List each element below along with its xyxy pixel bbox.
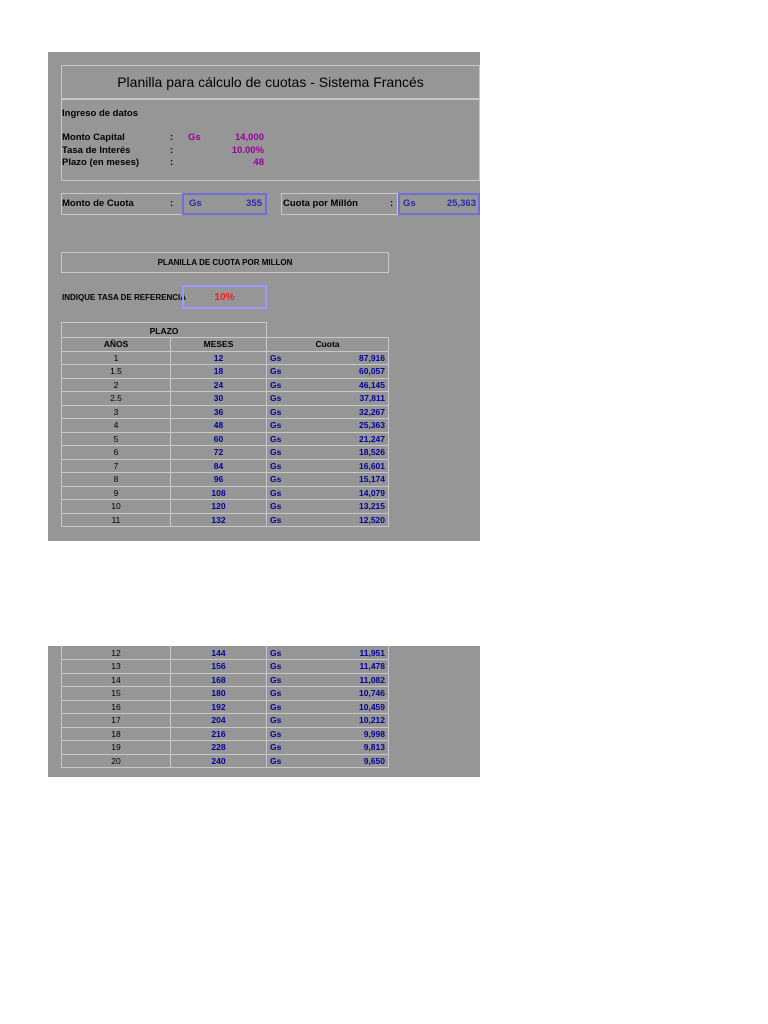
col-cuota-header: Cuota — [267, 338, 389, 352]
currency-label: Gs — [403, 198, 416, 209]
anos-cell: 6 — [62, 446, 171, 460]
cuota-cell — [267, 446, 389, 460]
table-row — [62, 446, 389, 460]
currency-label: Gs — [270, 742, 282, 753]
meses-cell: 216 — [171, 727, 267, 741]
meses-cell: 180 — [171, 687, 267, 701]
anos-cell: 2.5 — [62, 392, 171, 406]
cuota-value: 18,526 — [359, 447, 385, 458]
monto-capital-label: Monto Capital — [62, 132, 125, 143]
cuota-value: 9,813 — [363, 742, 385, 753]
cuota-millon-label: Cuota por Millón — [283, 198, 358, 209]
colon: : — [390, 198, 394, 209]
anos-cell: 5 — [62, 432, 171, 446]
cuota-value: 14,079 — [359, 487, 385, 498]
table-row — [62, 673, 389, 687]
cuota-cell — [267, 459, 389, 473]
anos-cell: 1 — [62, 351, 171, 365]
table-row — [62, 727, 389, 741]
anos-cell: 13 — [62, 660, 171, 674]
cuota-value: 21,247 — [359, 433, 385, 444]
plazo-label: Plazo (en meses) — [62, 157, 140, 168]
table-row — [62, 513, 389, 527]
table-row — [62, 473, 389, 487]
anos-cell: 1.5 — [62, 365, 171, 379]
cuota-value: 11,951 — [359, 647, 385, 658]
cuota-value: 10,459 — [359, 701, 385, 712]
currency-label: Gs — [270, 688, 282, 699]
cuota-cell — [267, 646, 389, 660]
plazo-header: PLAZO — [149, 326, 179, 336]
meses-cell: 30 — [171, 392, 267, 406]
tasa-referencia-input[interactable] — [182, 285, 267, 309]
planilla-heading-box — [61, 252, 389, 273]
anos-cell: 12 — [62, 646, 171, 660]
tasa-referencia-value: 10% — [214, 292, 235, 303]
meses-cell: 144 — [171, 646, 267, 660]
meses-cell: 18 — [171, 365, 267, 379]
anos-cell: 10 — [62, 500, 171, 514]
currency-label: Gs — [270, 501, 282, 512]
cuota-value: 25,363 — [359, 420, 385, 431]
cuota-value: 12,520 — [359, 514, 385, 525]
table-row — [62, 459, 389, 473]
cuota-value: 10,746 — [359, 688, 385, 699]
planilla-heading: PLANILLA DE CUOTA POR MILLON — [157, 258, 293, 267]
table-row — [62, 714, 389, 728]
cuota-cell — [267, 351, 389, 365]
monto-cuota-label: Monto de Cuota — [62, 198, 134, 209]
meses-cell: 12 — [171, 351, 267, 365]
anos-cell: 7 — [62, 459, 171, 473]
anos-cell: 8 — [62, 473, 171, 487]
currency-label: Gs — [270, 406, 282, 417]
table-row — [62, 486, 389, 500]
anos-cell: 2 — [62, 378, 171, 392]
plazo-value[interactable]: 48 — [253, 157, 264, 168]
cuota-value: 46,145 — [359, 379, 385, 390]
cuota-value: 11,478 — [359, 661, 385, 672]
anos-cell: 11 — [62, 513, 171, 527]
meses-cell: 156 — [171, 660, 267, 674]
colon: : — [170, 132, 174, 143]
table-row — [62, 419, 389, 433]
monto-cuota-value: 355 — [246, 198, 262, 209]
colon: : — [170, 198, 174, 209]
currency-label: Gs — [270, 366, 282, 377]
anos-cell: 19 — [62, 741, 171, 755]
cuota-cell — [267, 687, 389, 701]
anos-cell: 3 — [62, 405, 171, 419]
meses-cell: 192 — [171, 700, 267, 714]
monto-capital-value[interactable]: 14,000 — [234, 132, 264, 143]
table-row — [62, 378, 389, 392]
cuota-cell — [267, 473, 389, 487]
currency-label: Gs — [188, 132, 201, 143]
table-row — [62, 741, 389, 755]
cuota-cell — [267, 714, 389, 728]
currency-label: Gs — [270, 701, 282, 712]
cuota-cell — [267, 378, 389, 392]
currency-label: Gs — [270, 433, 282, 444]
title-box — [61, 65, 480, 99]
table-row — [62, 660, 389, 674]
anos-cell: 16 — [62, 700, 171, 714]
meses-cell: 36 — [171, 405, 267, 419]
currency-label: Gs — [270, 487, 282, 498]
anos-cell: 14 — [62, 673, 171, 687]
meses-cell: 108 — [171, 486, 267, 500]
meses-cell: 240 — [171, 754, 267, 768]
cuota-cell — [267, 500, 389, 514]
table-row — [62, 754, 389, 768]
currency-label: Gs — [270, 447, 282, 458]
currency-label: Gs — [270, 393, 282, 404]
currency-label: Gs — [270, 474, 282, 485]
meses-cell: 204 — [171, 714, 267, 728]
table-row — [62, 432, 389, 446]
cuota-cell — [267, 419, 389, 433]
currency-label: Gs — [270, 661, 282, 672]
col-meses-header: MESES — [171, 338, 267, 352]
colon: : — [170, 145, 174, 156]
anos-cell: 9 — [62, 486, 171, 500]
cuota-cell — [267, 513, 389, 527]
currency-label: Gs — [270, 674, 282, 685]
cuota-cell — [267, 405, 389, 419]
currency-label: Gs — [270, 647, 282, 658]
table-row — [62, 687, 389, 701]
cuota-cell — [267, 727, 389, 741]
anos-cell: 4 — [62, 419, 171, 433]
currency-label: Gs — [270, 460, 282, 471]
table-row — [62, 405, 389, 419]
cuota-value: 15,174 — [359, 474, 385, 485]
currency-label: Gs — [270, 420, 282, 431]
sheet-page-2 — [48, 646, 480, 777]
meses-cell: 84 — [171, 459, 267, 473]
cuota-value: 11,082 — [359, 674, 385, 685]
cuota-cell — [267, 365, 389, 379]
currency-label: Gs — [270, 755, 282, 766]
currency-label: Gs — [189, 198, 202, 209]
cuota-millon-value: 25,363 — [446, 198, 476, 209]
meses-cell: 72 — [171, 446, 267, 460]
cuota-value: 16,601 — [359, 460, 385, 471]
tasa-interes-label: Tasa de Interés — [62, 145, 131, 156]
cuota-cell — [267, 660, 389, 674]
plazo-header-cell — [61, 322, 267, 338]
cuota-table-page-2 — [61, 646, 389, 768]
meses-cell: 132 — [171, 513, 267, 527]
cuota-cell — [267, 432, 389, 446]
cuota-value: 13,215 — [359, 501, 385, 512]
cuota-cell — [267, 673, 389, 687]
input-heading: Ingreso de datos — [62, 108, 139, 119]
cuota-table-page-1 — [61, 337, 389, 527]
cuota-value: 32,267 — [359, 406, 385, 417]
table-row — [62, 700, 389, 714]
anos-cell: 18 — [62, 727, 171, 741]
table-row — [62, 646, 389, 660]
meses-cell: 24 — [171, 378, 267, 392]
cuota-cell — [267, 392, 389, 406]
colon: : — [170, 157, 174, 168]
cuota-value: 9,650 — [363, 755, 385, 766]
tasa-interes-value[interactable]: 10.00% — [231, 145, 264, 156]
meses-cell: 60 — [171, 432, 267, 446]
cuota-value: 87,916 — [359, 352, 385, 363]
meses-cell: 168 — [171, 673, 267, 687]
currency-label: Gs — [270, 514, 282, 525]
meses-cell: 228 — [171, 741, 267, 755]
page-title: Planilla para cálculo de cuotas - Sistema Francés — [117, 74, 424, 90]
table-header-row — [62, 338, 389, 352]
cuota-cell — [267, 700, 389, 714]
anos-cell: 17 — [62, 714, 171, 728]
table-row — [62, 500, 389, 514]
tasa-referencia-label: INDIQUE TASA DE REFERENCIA — [62, 293, 187, 302]
meses-cell: 120 — [171, 500, 267, 514]
cuota-value: 10,212 — [359, 715, 385, 726]
anos-cell: 15 — [62, 687, 171, 701]
currency-label: Gs — [270, 352, 282, 363]
cuota-value: 9,998 — [363, 728, 385, 739]
sheet-page-1 — [48, 52, 480, 541]
table-row — [62, 392, 389, 406]
currency-label: Gs — [270, 715, 282, 726]
cuota-cell — [267, 741, 389, 755]
meses-cell: 48 — [171, 419, 267, 433]
table-row — [62, 365, 389, 379]
currency-label: Gs — [270, 379, 282, 390]
col-anos-header: AÑOS — [62, 338, 171, 352]
cuota-cell — [267, 486, 389, 500]
meses-cell: 96 — [171, 473, 267, 487]
cuota-value: 37,811 — [359, 393, 385, 404]
cuota-cell — [267, 754, 389, 768]
currency-label: Gs — [270, 728, 282, 739]
cuota-value: 60,057 — [359, 366, 385, 377]
anos-cell: 20 — [62, 754, 171, 768]
table-row — [62, 351, 389, 365]
